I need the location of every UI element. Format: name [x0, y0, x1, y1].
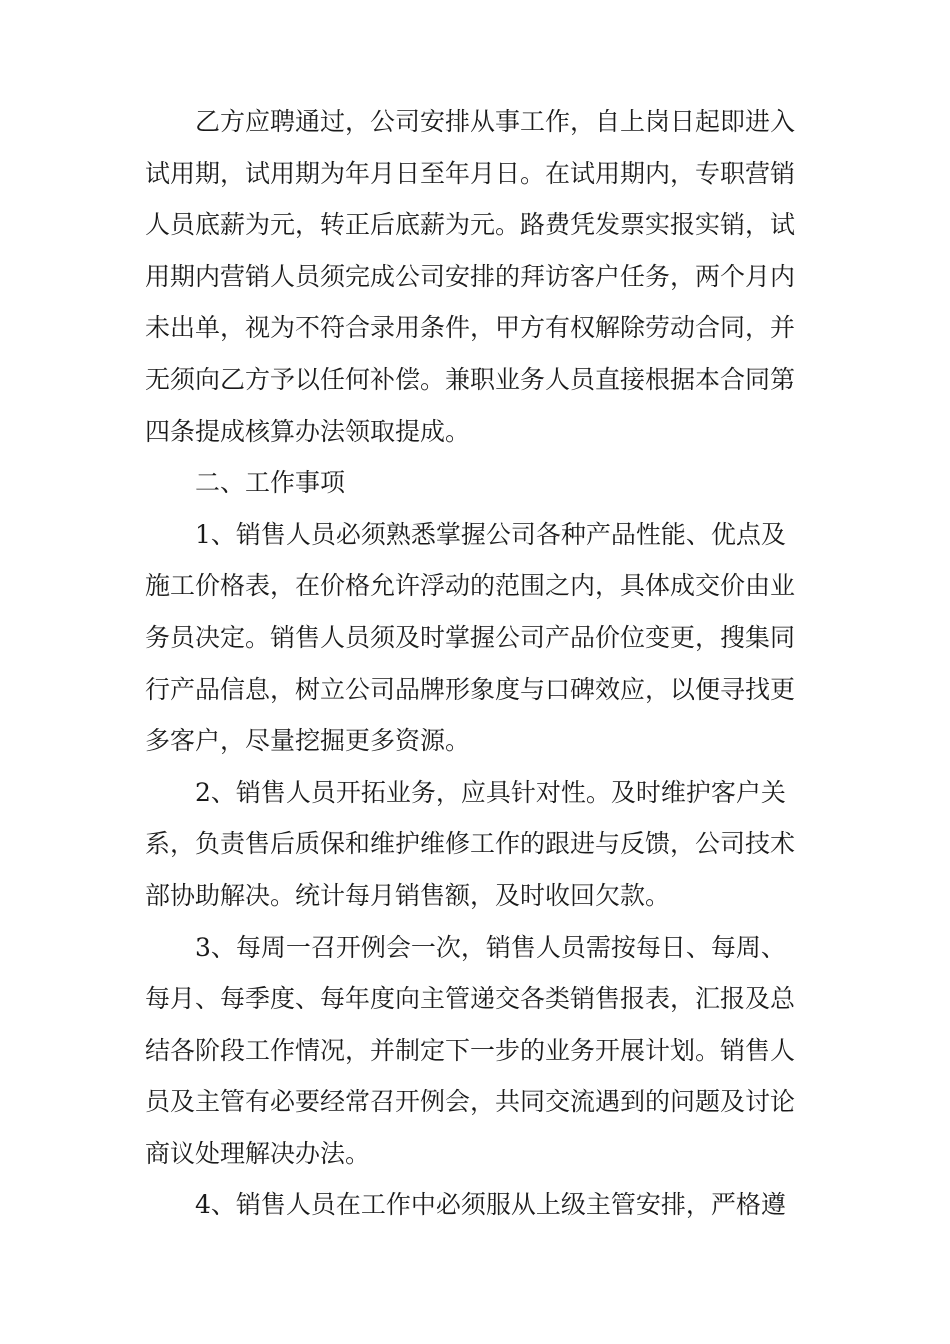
text-line: 商议处理解决办法。 [145, 1138, 371, 1168]
paragraph-item-2 [145, 767, 813, 922]
text-line: 系，负责售后质保和维护维修工作的跟进与反馈，公司技术 [145, 829, 796, 859]
paragraph-item-4 [145, 1179, 813, 1231]
text-line: 施工价格表，在价格允许浮动的范围之内，具体成交价由业 [145, 571, 796, 601]
text-line: 无须向乙方予以任何补偿。兼职业务人员直接根据本合同第 [145, 364, 796, 394]
paragraph-item-3 [145, 922, 813, 1180]
text-line: 用期内营销人员须完成公司安排的拜访客户任务，两个月内 [145, 261, 796, 291]
text-line: 1、销售人员必须熟悉掌握公司各种产品性能、优点及 [195, 519, 786, 549]
text-line: 人员底薪为元，转正后底薪为元。路费凭发票实报实销，试 [145, 210, 796, 240]
text-line: 员及主管有必要经常召开例会，共同交流遇到的问题及讨论 [145, 1087, 796, 1117]
text-line: 部协助解决。统计每月销售额，及时收回欠款。 [145, 880, 671, 910]
text-line: 3、每周一召开例会一次，销售人员需按每日、每周、 [195, 932, 786, 962]
text-line: 每月、每季度、每年度向主管递交各类销售报表，汇报及总 [145, 984, 796, 1014]
section-heading-text: 二、工作事项 [195, 468, 346, 498]
text-line: 多客户，尽量挖掘更多资源。 [145, 726, 471, 756]
section-heading [145, 457, 813, 509]
text-line: 务员决定。销售人员须及时掌握公司产品价位变更，搜集同 [145, 622, 796, 652]
paragraph-item-1 [145, 509, 813, 767]
text-line: 行产品信息，树立公司品牌形象度与口碑效应，以便寻找更 [145, 674, 796, 704]
text-line: 2、销售人员开拓业务，应具针对性。及时维护客户关 [195, 777, 786, 807]
text-line: 试用期，试用期为年月日至年月日。在试用期内，专职营销 [145, 158, 796, 188]
text-line: 4、销售人员在工作中必须服从上级主管安排，严格遵 [195, 1190, 786, 1220]
document-body [145, 96, 813, 1231]
text-line: 未出单，视为不符合录用条件，甲方有权解除劳动合同，并 [145, 313, 796, 343]
paragraph-probation [145, 96, 813, 457]
text-line: 结各阶段工作情况，并制定下一步的业务开展计划。销售人 [145, 1035, 796, 1065]
text-line: 乙方应聘通过，公司安排从事工作，自上岗日起即进入 [195, 107, 796, 136]
text-line: 四条提成核算办法领取提成。 [145, 416, 471, 446]
